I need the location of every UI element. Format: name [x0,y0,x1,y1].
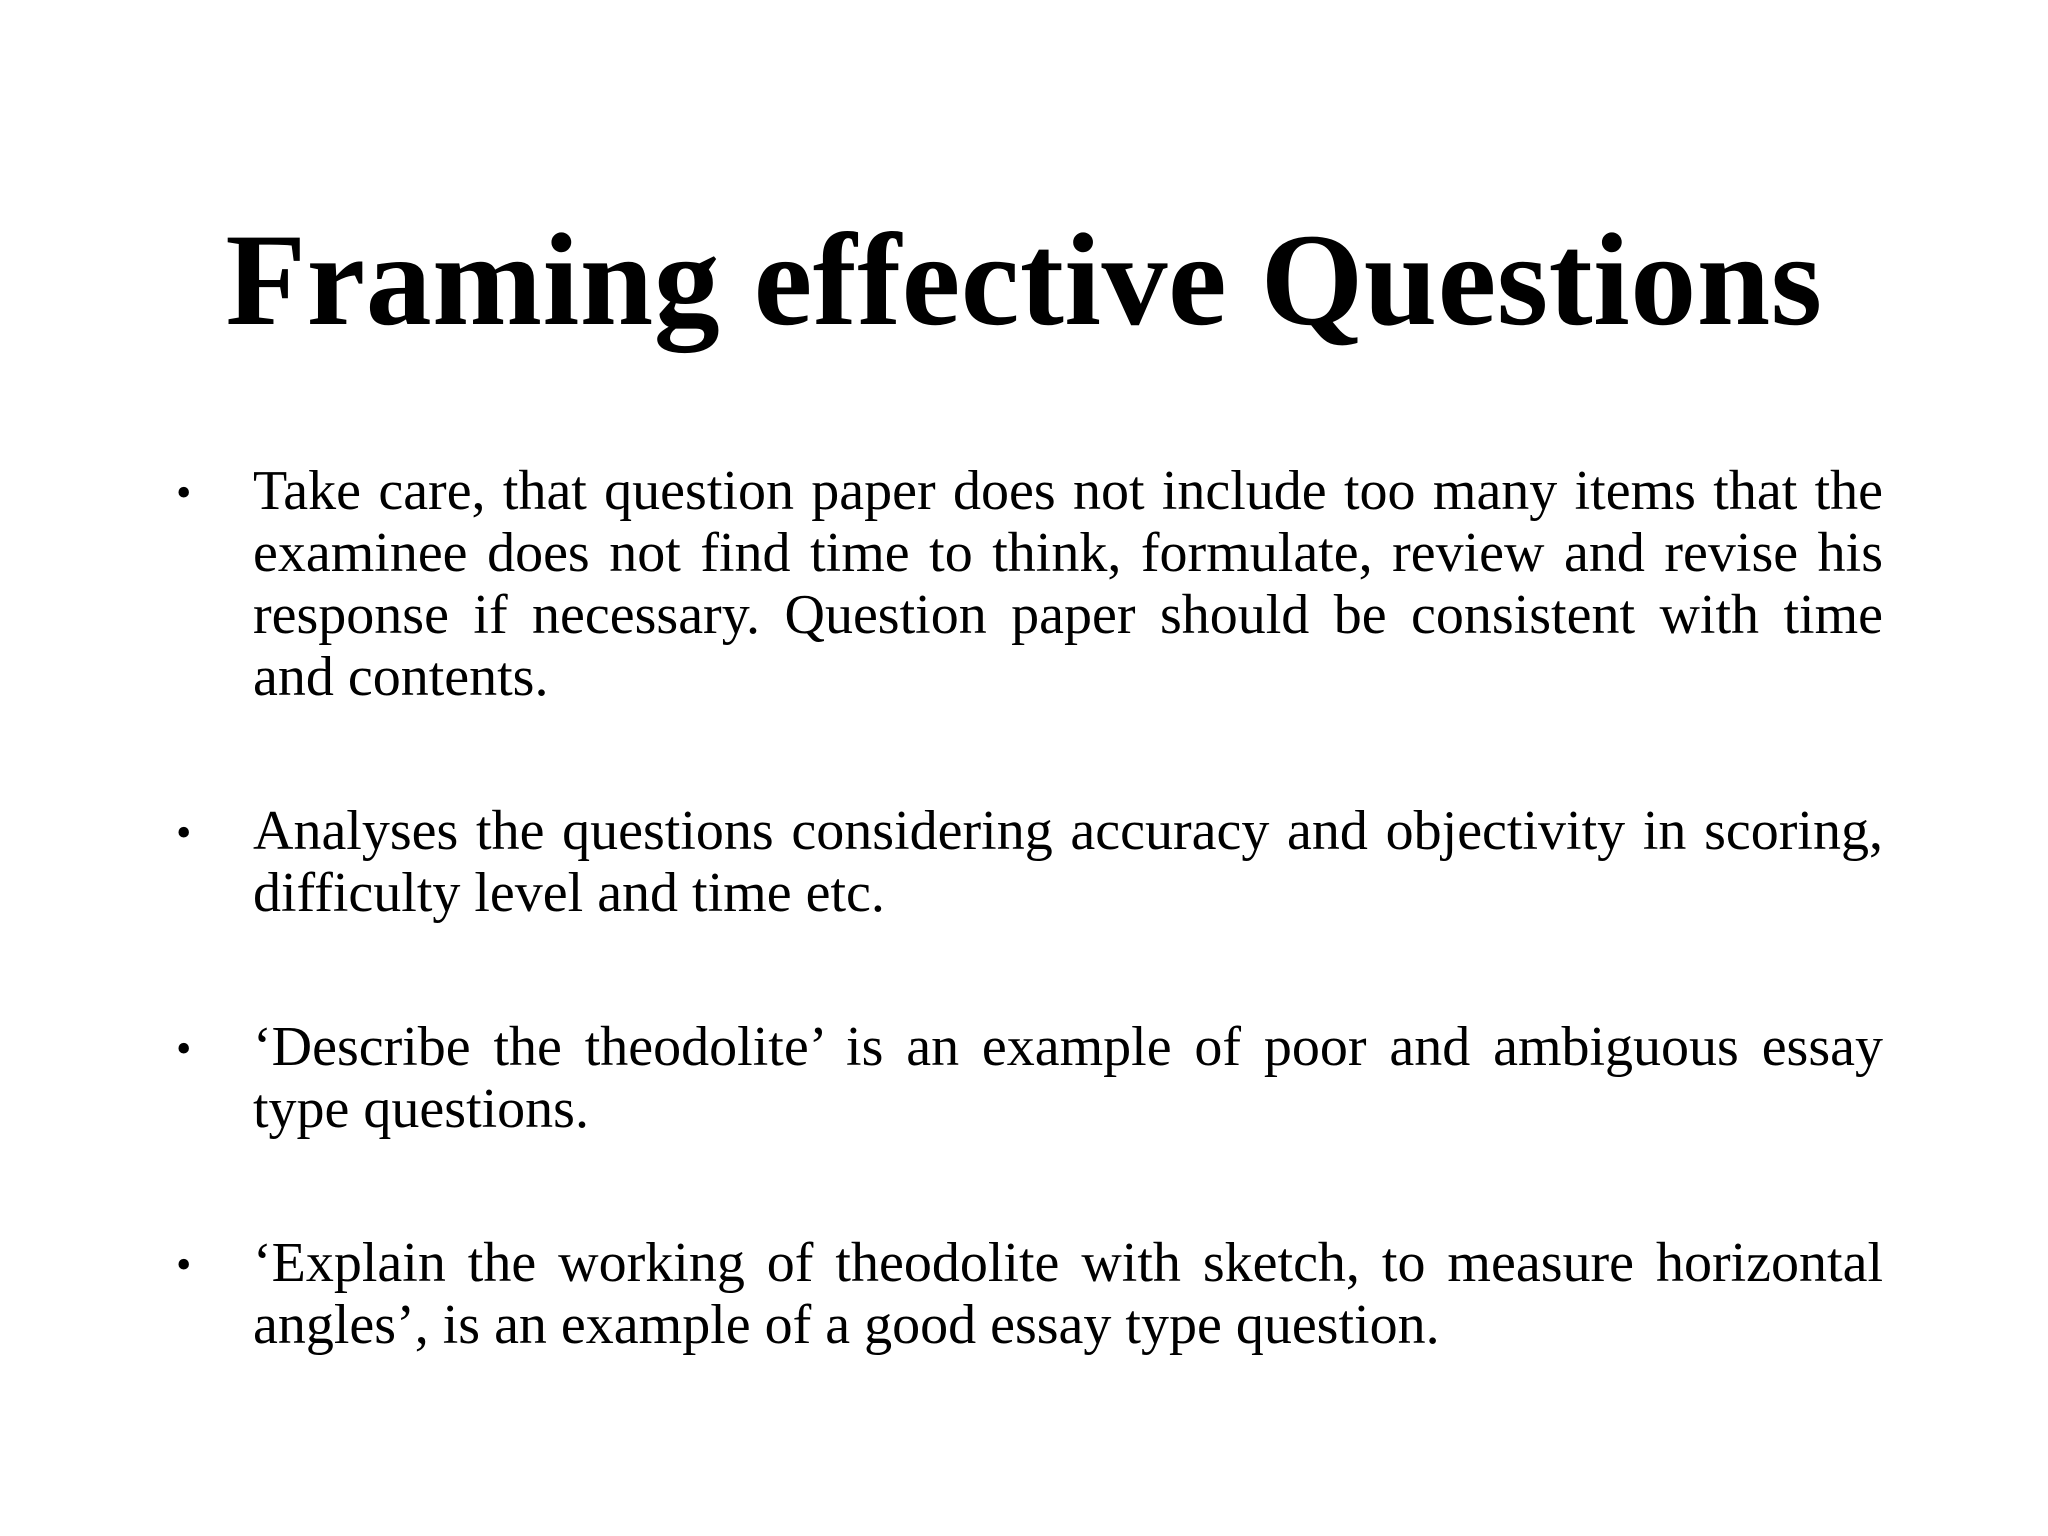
bullet-marker: • [176,1240,192,1289]
bullet-text: Take care, that question paper does not include too many items that the examinee does not find time to think, formulate, review and revise his response if necessary. Question paper should be consistent with time and contents. [253,460,1883,708]
bullet-marker: • [176,468,192,517]
bullet-marker: • [176,1024,192,1073]
bullet-text: ‘Describe the theodolite’ is an example of poor and ambiguous essay type questions. [253,1016,1883,1140]
bullet-text: ‘Explain the working of theodolite with sketch, to measure horizontal angles’, is an example of a good essay type question. [253,1232,1883,1356]
slide-title: Framing effective Questions [225,206,1823,353]
bullet-text: Analyses the questions considering accuracy and objectivity in scoring, difficulty level and time etc. [253,800,1883,924]
bullet-marker: • [176,808,192,857]
